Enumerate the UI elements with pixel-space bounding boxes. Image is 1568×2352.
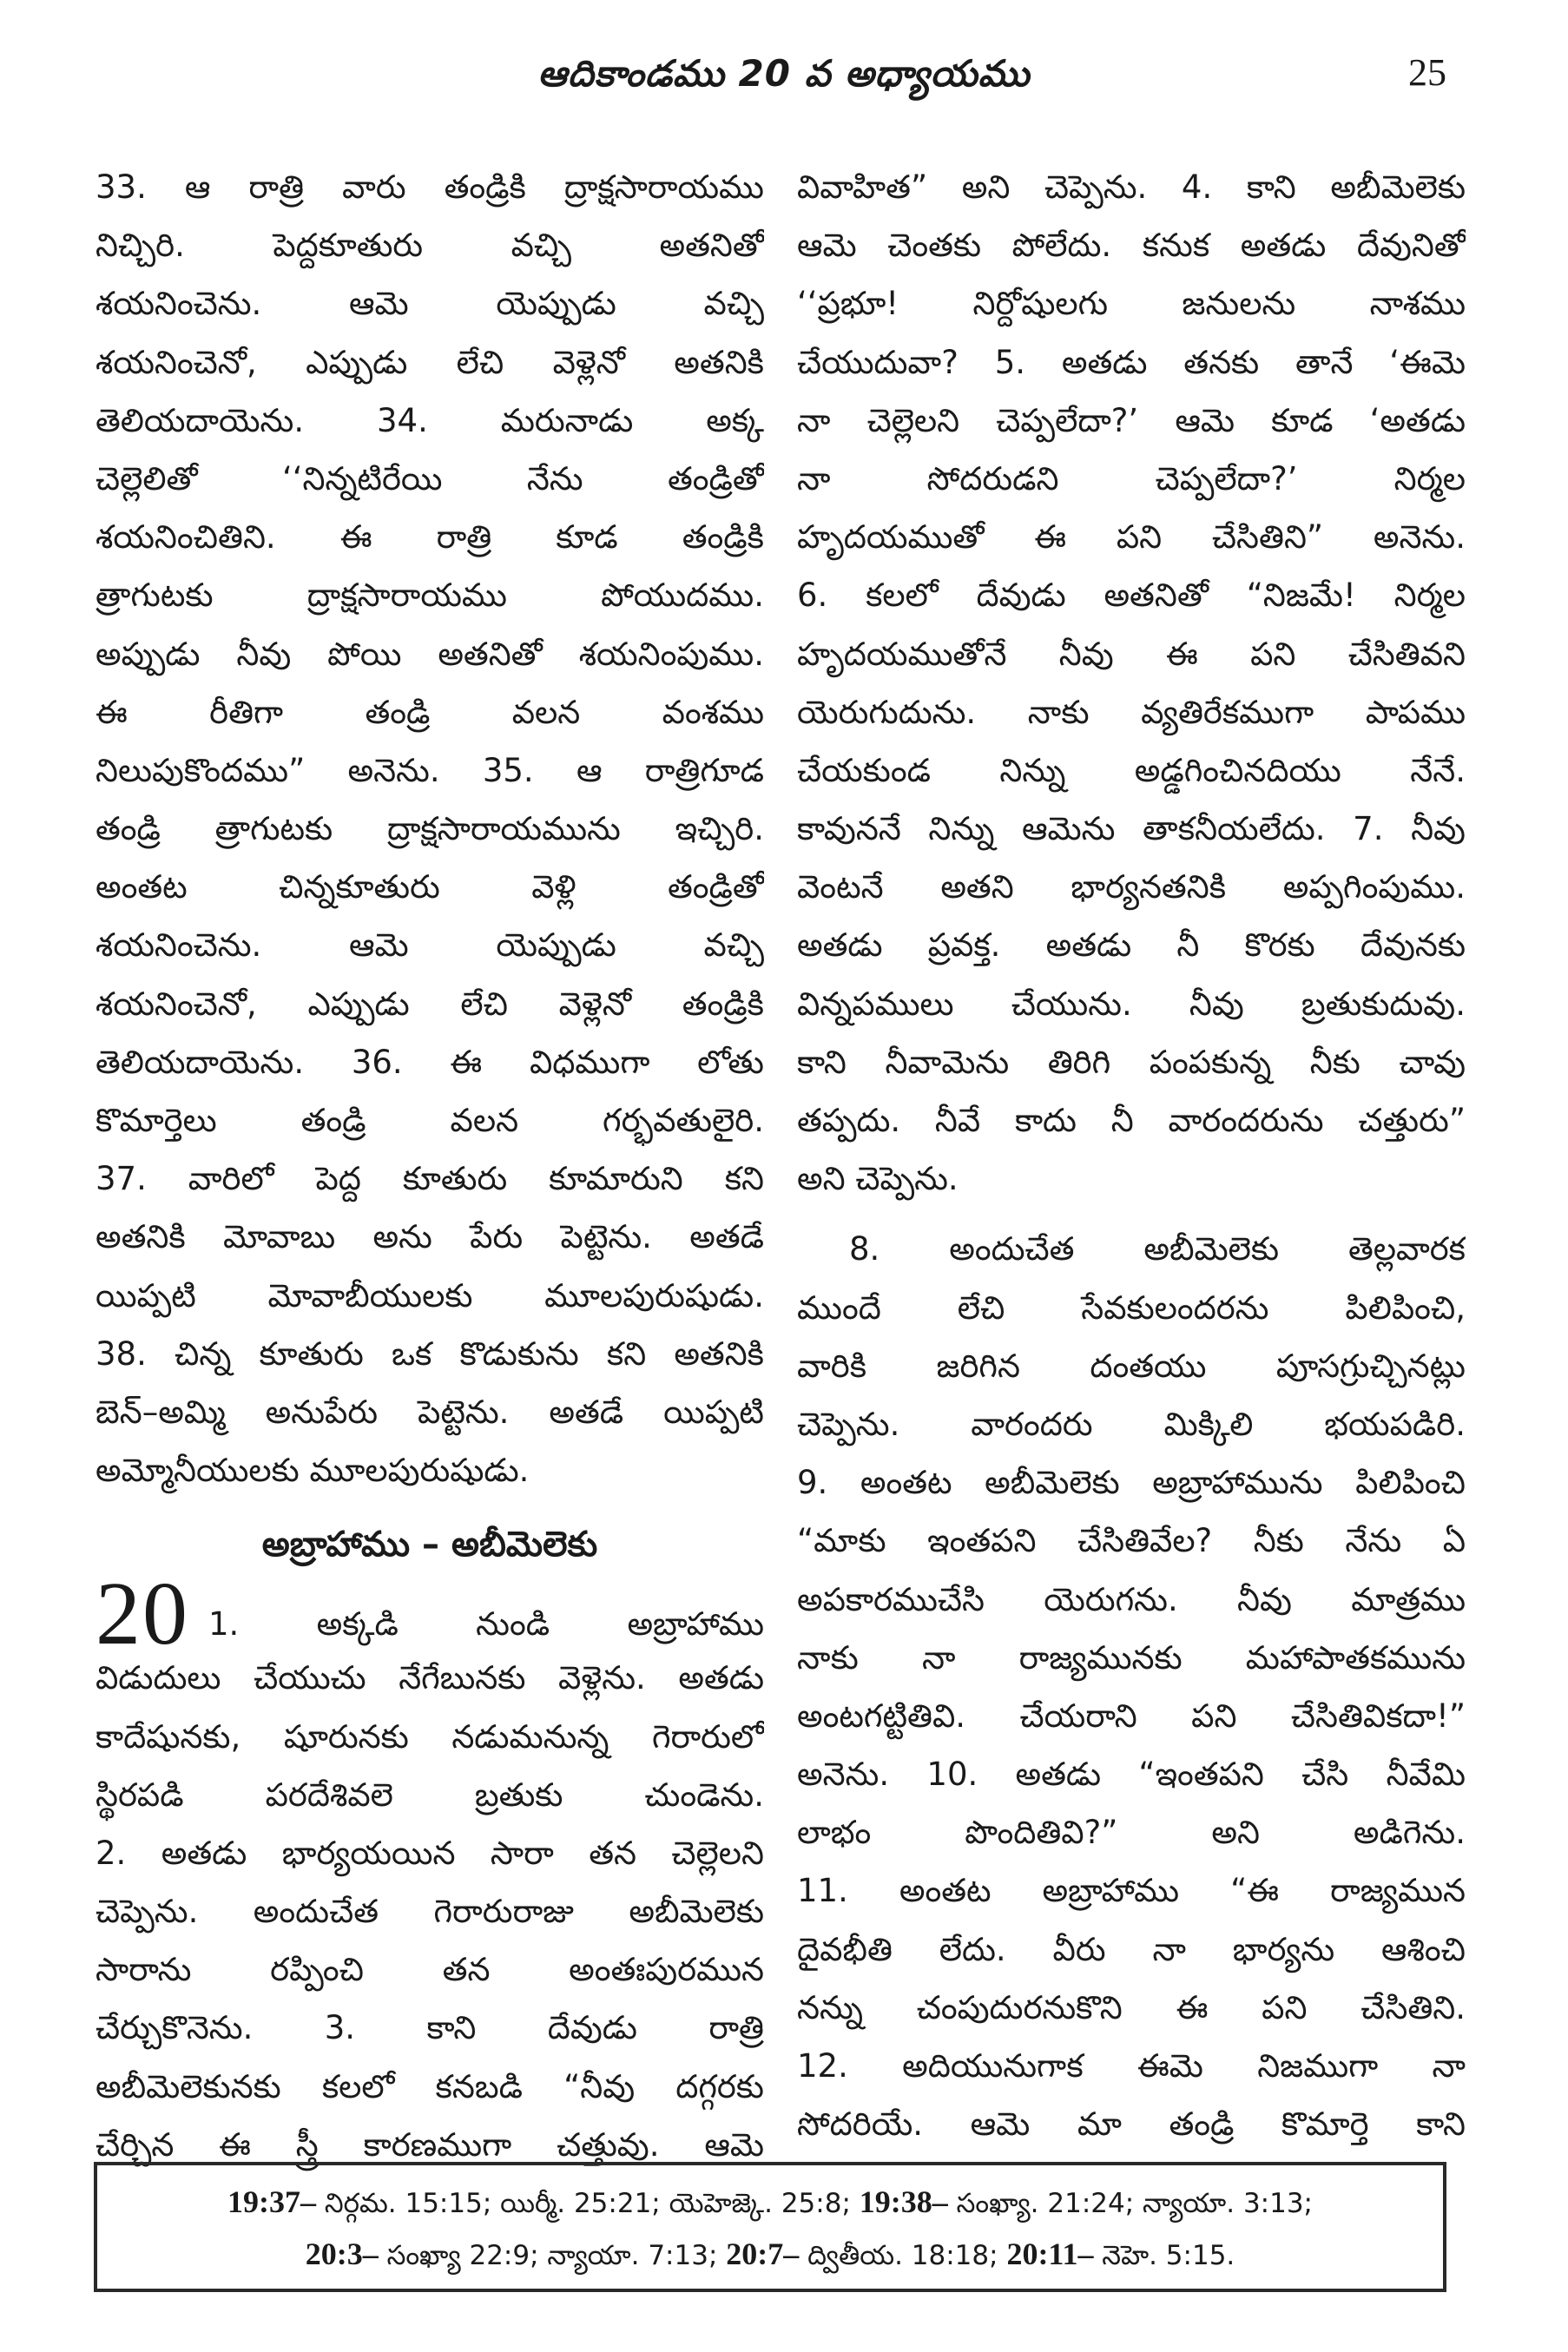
right-column: [797, 158, 1466, 2153]
text-line: చెల్లెలితో ‘‘నిన్నటిరేయి నేను తండ్రితో: [96, 459, 764, 497]
text-line: అనెను. 10. అతడు “ఇంతపని చేసి నీవేమి: [797, 1756, 1466, 1794]
text-line: తండ్రి త్రాగుటకు ద్రాక్షసారాయమును ఇచ్చిరి.: [96, 810, 764, 848]
text-line: లాభం పొందితివి?” అని అడిగెను.: [797, 1814, 1466, 1852]
text-line: నన్ను చంపుదురనుకొని ఈ పని చేసితిని.: [797, 1988, 1466, 2026]
text-line: ఆమె చెంతకు పోలేదు. కనుక అతడు దేవునితో: [797, 227, 1466, 265]
left-column-text: [96, 158, 764, 1499]
text-line: సోదరియే. ఆమె మా తండ్రి కొమార్తె కాని: [797, 2105, 1466, 2144]
text-line: అపకారముచేసి యెరుగను. నీవు మాత్రము: [797, 1580, 1466, 1618]
cross-reference-text: సంఖ్యా 22:9; న్యాయా. 7:13;: [378, 2240, 727, 2271]
text-line: 8. అందుచేత అబీమెలెకు తెల్లవారక: [849, 1230, 1466, 1268]
chapter-number: 20: [96, 1564, 189, 1664]
text-line: 38. చిన్న కూతురు ఒక కొడుకును కని అతనికి: [96, 1334, 764, 1373]
text-line: సారాను రప్పించి తన అంతఃపురమున: [96, 1951, 764, 1989]
text-line: బెన్–అమ్మి అనుపేరు పెట్టెను. అతడే యిప్పటి: [96, 1393, 764, 1431]
page-number: 25: [1408, 51, 1446, 94]
right-column-paragraph: [797, 1220, 1466, 2153]
cross-reference-text: సంఖ్యా. 21:24; న్యాయా. 3:13;: [947, 2188, 1314, 2219]
text-line: అబీమెలెకునకు కలలో కనబడి “నీవు దగ్గరకు: [96, 2067, 764, 2105]
chapter-text: [96, 1649, 764, 2174]
text-line: చేర్చుకొనెను. 3. కాని దేవుడు రాత్రి: [96, 2009, 764, 2047]
verse-reference: 20:11–: [1006, 2237, 1094, 2271]
text-line: 37. వారిలో పెద్ద కూతురు కూమారుని కని: [96, 1160, 764, 1198]
text-line: అతడు ప్రవక్త. అతడు నీ కొరకు దేవునకు: [797, 926, 1466, 965]
text-line: కొమార్తెలు తండ్రి వలన గర్భవతులైరి.: [96, 1102, 764, 1139]
text-line: యిప్పటి మోవాబీయులకు మూలపురుషుడు.: [96, 1276, 764, 1314]
text-line: స్థిరపడి పరదేశివలె బ్రతుకు చుండెను.: [96, 1776, 764, 1814]
text-line: 6. కలలో దేవుడు అతనితో “నిజమే! నిర్మల: [797, 576, 1466, 615]
text-line: “మాకు ఇంతపని చేసితివేల? నీకు నేను ఏ: [797, 1522, 1466, 1560]
text-line: హృదయముతో ఈ పని చేసితిని” అనెను.: [797, 518, 1466, 557]
cross-reference-box: [94, 2162, 1446, 2292]
text-line: కాదేషునకు, షూరునకు నడుమనున్న గెరారులో: [96, 1717, 764, 1756]
verse-reference: 19:37–: [227, 2184, 316, 2219]
text-line: శయనించెను. ఆమె యెప్పుడు వచ్చి: [96, 285, 764, 323]
text-line: 33. ఆ రాత్రి వారు తండ్రికి ద్రాక్షసారాయము: [96, 168, 764, 206]
text-line: చెప్పెను. వారందరు మిక్కిలి భయపడిరి.: [797, 1405, 1466, 1443]
text-line: తెలియదాయెను. 34. మరునాడు అక్క: [96, 401, 764, 439]
text-line: అంతట చిన్నకూతురు వెళ్లి తండ్రితో: [96, 868, 764, 906]
text-line: అప్పుడు నీవు పోయి అతనితో శయనింపుము.: [96, 635, 764, 673]
text-line: కావుననే నిన్ను ఆమెను తాకనీయలేదు. 7. నీవు: [797, 810, 1466, 848]
text-line: ‘‘ప్రభూ! నిర్దోషులగు జనులను నాశము: [797, 285, 1466, 323]
text-line: నాకు నా రాజ్యమునకు మహాపాతకమును: [797, 1638, 1466, 1677]
text-line: చెప్పెను. అందుచేత గెరారురాజు అబీమెలెకు: [96, 1893, 764, 1931]
text-line: త్రాగుటకు ద్రాక్షసారాయము పోయుదము.: [96, 576, 764, 615]
text-line: 12. అదియునుగాక ఈమె నిజముగా నా: [797, 2047, 1466, 2085]
cross-reference-text: ద్వితీయ. 18:18;: [799, 2240, 1007, 2271]
cross-reference-line: [97, 2176, 1443, 2228]
text-line: 2. అతడు భార్యయయిన సారా తన చెల్లెలని: [96, 1834, 764, 1872]
text-line: తప్పదు. నీవే కాదు నీ వారందరును చత్తురు”: [797, 1102, 1466, 1139]
text-line: విన్నపములు చేయును. నీవు బ్రతుకుదువు.: [797, 985, 1466, 1023]
text-line: ఈ రీతిగా తండ్రి వలన వంశము: [96, 693, 764, 731]
text-line: అని చెప్పెను.: [797, 1160, 959, 1198]
cross-reference-text: నిర్గమ. 15:15; యిర్మీ. 25:21; యెహెజ్కె. 25:8;: [315, 2188, 860, 2219]
verse-reference: 19:38–: [859, 2184, 948, 2219]
text-line: నిలుపుకొందము” అనెను. 35. ఆ రాత్రిగూడ: [96, 751, 764, 789]
text-line: నా చెల్లెలని చెప్పలేదా?’ ఆమె కూడ ‘అతడు: [797, 401, 1466, 439]
text-line: శయనించెను. ఆమె యెప్పుడు వచ్చి: [96, 926, 764, 965]
text-line: శయనించెనో, ఎప్పుడు లేచి వెళ్లెనో తండ్రికి: [96, 985, 764, 1023]
text-line: నా సోదరుడని చెప్పలేదా?’ నిర్మల: [797, 459, 1466, 497]
text-line: వివాహిత” అని చెప్పెను. 4. కాని అబీమెలెకు: [797, 168, 1466, 206]
text-line: అమ్మోనీయులకు మూలపురుషుడు.: [96, 1452, 530, 1490]
text-line: దైవభీతి లేదు. వీరు నా భార్యను ఆశించి: [797, 1930, 1466, 1968]
running-header: [0, 45, 1568, 106]
text-line: నిచ్చిరి. పెద్దకూతురు వచ్చి అతనితో: [96, 227, 764, 265]
section-heading: అబ్రాహాము – అబీమెలెకు: [261, 1525, 598, 1565]
text-line: చేయకుండ నిన్ను అడ్డగించినదియు నేనే.: [797, 751, 1466, 789]
text-line: ముందే లేచి సేవకులందరను పిలిపించి,: [797, 1288, 1466, 1327]
cross-reference-text: నెహె. 5:15.: [1093, 2240, 1235, 2271]
text-line: కాని నీవామెను తిరిగి పంపకున్న నీకు చావు: [797, 1043, 1466, 1081]
text-line: చేర్చిన ఈ స్త్రీ కారణముగా చత్తువు. ఆమె: [96, 2125, 764, 2164]
text-line: యెరుగుదును. నాకు వ్యతిరేకముగా పాపము: [797, 693, 1466, 731]
text-line: అతనికి మోవాబు అను పేరు పెట్టెను. అతడే: [96, 1218, 764, 1256]
text-line: చేయుదువా? 5. అతడు తనకు తానే ‘ఈమె: [797, 343, 1466, 381]
cross-reference-line: [97, 2228, 1443, 2280]
text-line: 11. అంతట అబ్రాహాము “ఈ రాజ్యమున: [797, 1872, 1466, 1910]
chapter-start-line: [96, 1564, 764, 1664]
text-line: వెంటనే అతని భార్యనతనికి అప్పగింపుము.: [797, 868, 1466, 906]
running-title: ఆదికాండము 20 వ అధ్యాయము: [537, 52, 1031, 95]
text-line: శయనించితిని. ఈ రాత్రి కూడ తండ్రికి: [96, 518, 764, 557]
text-line: 1. అక్కడి నుండి అబ్రాహాము: [208, 1605, 764, 1644]
text-line: శయనించెనో, ఎప్పుడు లేచి వెళ్లెనో అతనికి: [96, 343, 764, 381]
text-line: అంటగట్టితివి. చేయరాని పని చేసితివికదా!”: [797, 1696, 1466, 1735]
text-line: తెలియదాయెను. 36. ఈ విధముగా లోతు: [96, 1043, 764, 1081]
text-line: విడుదులు చేయుచు నేగేబునకు వెళ్లెను. అతడు: [96, 1659, 764, 1697]
verse-reference: 20:3–: [305, 2237, 379, 2271]
text-line: 9. అంతట అబీమెలెకు అబ్రాహామును పిలిపించి: [797, 1464, 1466, 1502]
right-column-text: [797, 158, 1466, 1208]
verse-reference: 20:7–: [726, 2237, 800, 2271]
text-line: వారికి జరిగిన దంతయు పూసగ్రుచ్చినట్లు: [797, 1347, 1466, 1385]
left-column: [96, 158, 764, 2174]
text-line: హృదయముతోనే నీవు ఈ పని చేసితివని: [797, 635, 1466, 673]
